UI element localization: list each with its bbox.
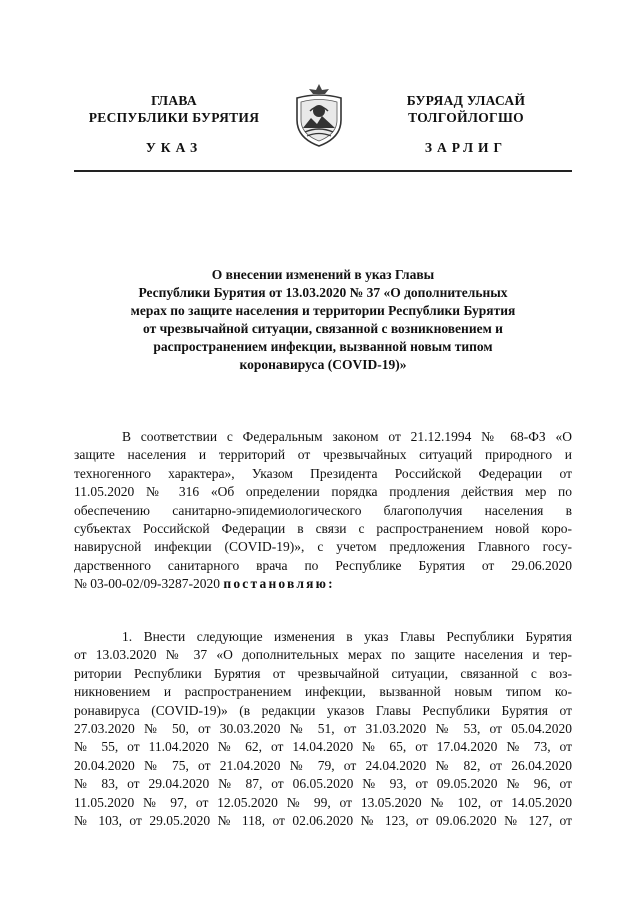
text-line: никновением и распространением инфекции, вызванной новым типом ко- xyxy=(74,684,572,700)
text-line: № 83, от 29.04.2020 № 87, от 06.05.2020 № 93, от 09.05.2020 № 96, от xyxy=(74,776,572,792)
text-line: навирусной инфекции (COVID-19)», с учетом предложения Главного госу- xyxy=(74,539,572,555)
preamble-paragraph xyxy=(74,428,572,594)
text-line: от 13.03.2020 № 37 «О дополнительных мерах по защите населения и тер- xyxy=(74,647,572,663)
text-line xyxy=(74,575,572,593)
title-line: от чрезвычайной ситуации, связанной с возникновением и xyxy=(143,321,503,336)
text-line: № 103, от 29.05.2020 № 118, от 02.06.2020 № 123, от 09.06.2020 № 127, от xyxy=(74,813,572,829)
text-line: ритории Республики Бурятия от чрезвычайной ситуации, связанной с воз- xyxy=(74,665,572,681)
decree-title xyxy=(74,266,572,374)
issuer-bua-line1: БУРЯАД УЛАСАЙ xyxy=(406,93,526,108)
text-line: ронавируса (COVID-19)» (в редакции указов Главы Республики Бурятия от xyxy=(74,702,572,718)
issuer-ru-line1: ГЛАВА xyxy=(151,93,197,108)
text-line: 11.05.2020 № 97, от 12.05.2020 № 99, от 13.05.2020 № 102, от 14.05.2020 xyxy=(74,794,572,810)
issuer-ru xyxy=(74,92,274,126)
title-line: О внесении изменений в указ Главы xyxy=(211,267,435,282)
text-line: защите населения и территорий от чрезвычайных ситуаций природного и xyxy=(74,447,572,463)
title-line: коронавируса (COVID-19)» xyxy=(239,357,407,372)
doc-type-ru: УКАЗ xyxy=(145,140,203,155)
decree-reference: № 03-00-02/09-3287-2020 xyxy=(74,576,224,592)
doc-type-bua: ЗАРЛИГ xyxy=(424,140,508,155)
text-line: обеспечению санитарно-эпидемиологического благополучия населения в xyxy=(74,502,572,518)
text-line: техногенного характера», Указом Президента Российской Федерации от xyxy=(74,465,572,481)
text-line: № 55, от 11.04.2020 № 62, от 14.04.2020 № 65, от 17.04.2020 № 73, от xyxy=(74,739,572,755)
title-line: Республики Бурятия от 13.03.2020 № 37 «О дополнительных xyxy=(138,285,508,300)
title-line: распространением инфекции, вызванной новым типом xyxy=(153,339,493,354)
issuer-bua xyxy=(366,92,566,126)
item-1-paragraph xyxy=(74,628,572,830)
text-line: дарственного санитарного врача по Республике Бурятия от 29.06.2020 xyxy=(74,557,572,573)
text-line: субъектах Российской Федерации в связи с распространением новой коро- xyxy=(74,521,572,537)
coat-of-arms-icon xyxy=(291,80,347,148)
issuer-bua-line2: ТОЛГОЙЛОГШО xyxy=(408,110,524,125)
header-divider xyxy=(74,170,572,172)
text-line: 20.04.2020 № 75, от 21.04.2020 № 79, от 24.04.2020 № 82, от 26.04.2020 xyxy=(74,757,572,773)
text-line: В соответствии с Федеральным законом от 21.12.1994 № 68-ФЗ «О xyxy=(122,429,572,444)
issuer-ru-line2: РЕСПУБЛИКИ БУРЯТИЯ xyxy=(88,110,260,125)
text-line: 11.05.2020 № 316 «Об определении порядка продления действия мер по xyxy=(74,484,572,500)
text-line: 27.03.2020 № 50, от 30.03.2020 № 51, от 31.03.2020 № 53, от 05.04.2020 xyxy=(74,721,572,737)
title-line: мерах по защите населения и территории Республики Бурятия xyxy=(130,303,516,318)
text-line: 1. Внести следующие изменения в указ Главы Республики Бурятия xyxy=(122,629,572,644)
resolve-word: постановляю: xyxy=(223,576,335,592)
